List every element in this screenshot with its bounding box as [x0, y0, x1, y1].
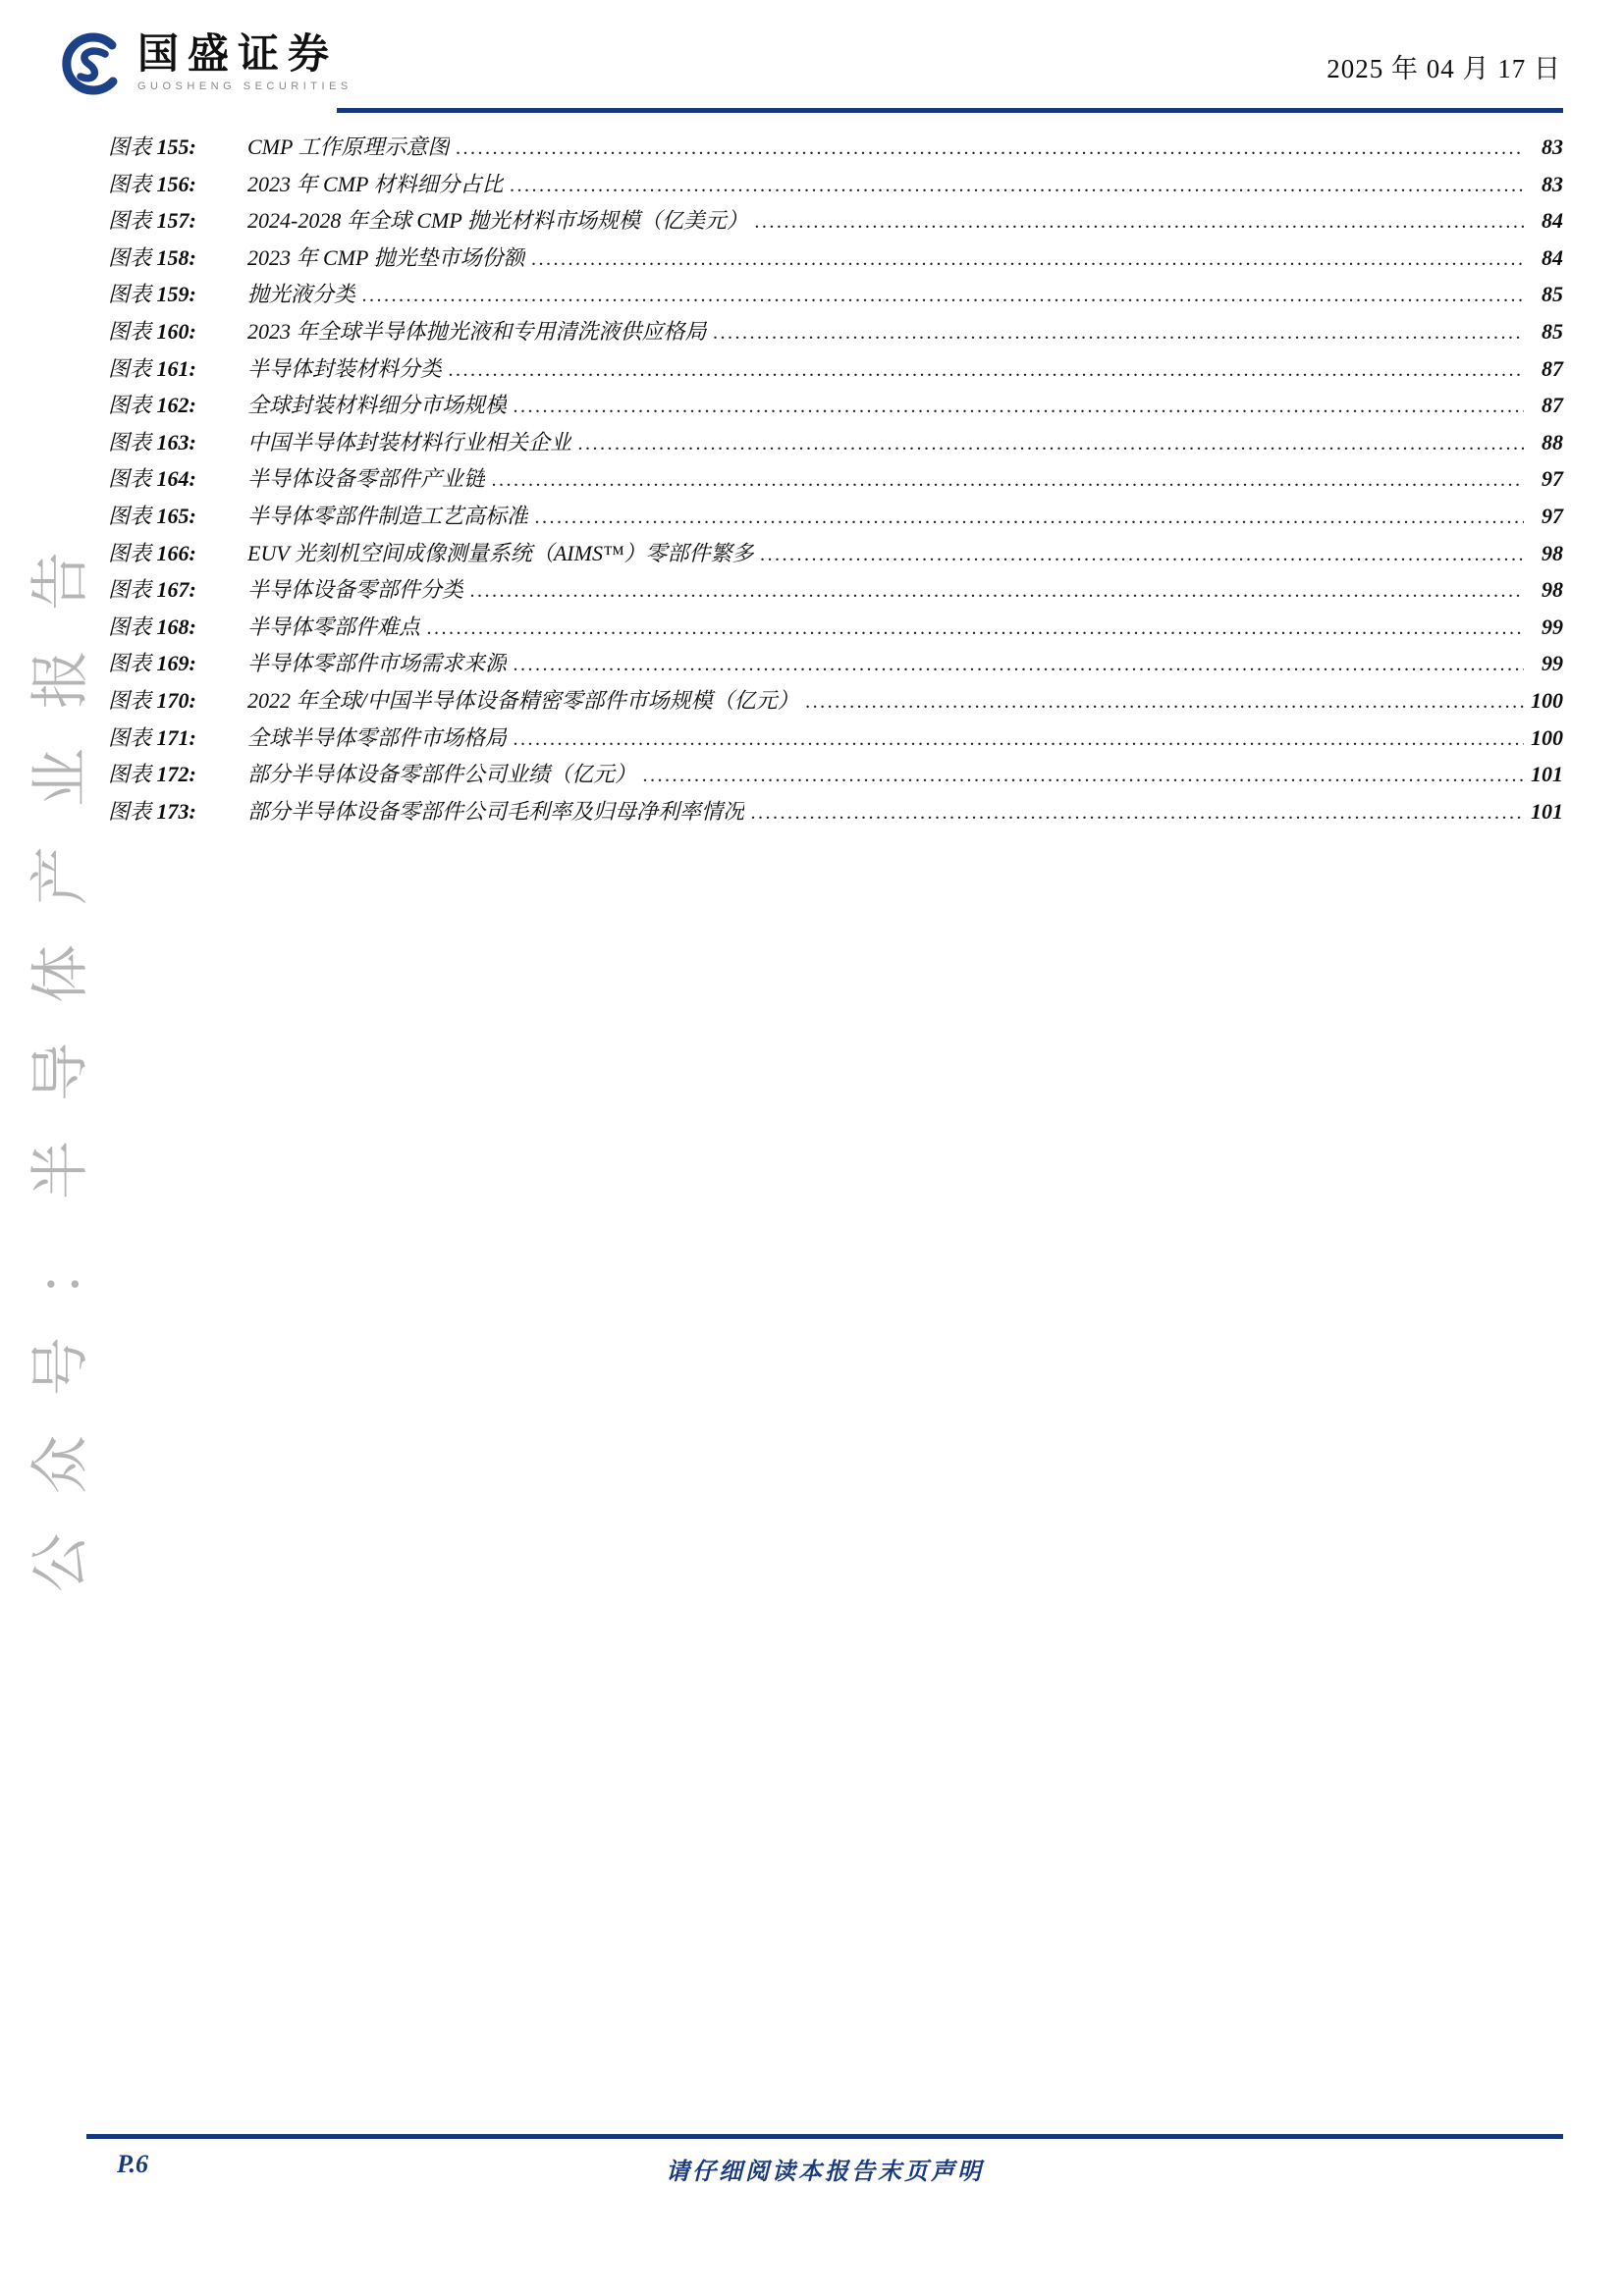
toc-entry-label: 图表 160: — [108, 318, 196, 344]
toc-entry-title: 半导体零部件制造工艺高标准 — [247, 503, 529, 528]
toc-dot-leader — [532, 248, 1524, 271]
toc-dot-leader — [449, 359, 1524, 382]
toc-entry-title: 半导体零部件市场需求来源 — [247, 651, 508, 676]
toc-entry-label: 图表 167: — [108, 577, 196, 603]
toc-row — [108, 241, 1563, 279]
toc-dot-leader — [514, 654, 1524, 676]
toc-entry-title: 抛光液分类 — [247, 282, 356, 307]
toc-entry-page: 101 — [1531, 798, 1563, 824]
toc-entry-page: 101 — [1531, 762, 1563, 787]
toc-entry-label: 图表 170: — [108, 687, 196, 713]
brand-name-cn: 国盛证券 — [137, 32, 339, 78]
toc-dot-leader — [457, 137, 1524, 160]
toc-row — [108, 795, 1563, 832]
toc-dot-leader — [755, 211, 1524, 234]
toc-entry-page: 83 — [1542, 134, 1563, 159]
toc-entry-page: 84 — [1542, 208, 1563, 234]
toc-entry-page: 100 — [1531, 687, 1563, 713]
toc-row — [108, 426, 1563, 463]
toc-entry-title: 2023 年全球半导体抛光液和专用清洗液供应格局 — [247, 318, 707, 344]
toc-entry-label: 图表 163: — [108, 429, 196, 454]
toc-row — [108, 721, 1563, 759]
toc-dot-leader — [535, 507, 1524, 529]
page-header — [0, 0, 1624, 118]
toc-entry-label: 图表 157: — [108, 208, 196, 234]
toc-row — [108, 278, 1563, 315]
toc-dot-leader — [427, 617, 1524, 640]
toc-entry-title: 部分半导体设备零部件公司毛利率及归母净利率情况 — [247, 798, 745, 824]
toc-entry-label: 图表 169: — [108, 651, 196, 676]
toc-dot-leader — [714, 322, 1524, 345]
toc-entry-page: 100 — [1531, 724, 1563, 750]
toc-entry-page: 87 — [1542, 393, 1563, 418]
toc-dot-leader — [514, 396, 1524, 418]
toc-row — [108, 131, 1563, 168]
toc-entry-title: 全球封装材料细分市场规模 — [247, 393, 508, 418]
toc-entry-page: 87 — [1542, 355, 1563, 381]
toc-entry-label: 图表 156: — [108, 171, 196, 196]
toc-dot-leader — [806, 691, 1524, 714]
toc-entry-page: 99 — [1542, 614, 1563, 639]
toc-entry-label: 图表 166: — [108, 540, 196, 565]
toc-entry-page: 85 — [1542, 318, 1563, 344]
toc-dot-leader — [511, 175, 1524, 197]
toc-row — [108, 352, 1563, 390]
toc-entry-page: 88 — [1542, 429, 1563, 454]
toc-entry-title: CMP 工作原理示意图 — [247, 134, 450, 159]
toc-entry-title: EUV 光刻机空间成像测量系统（AIMS™）零部件繁多 — [247, 540, 754, 565]
guosheng-logo-icon — [61, 32, 126, 97]
toc-row — [108, 389, 1563, 426]
toc-row — [108, 573, 1563, 611]
toc-entry-label: 图表 155: — [108, 134, 196, 159]
toc-entry-page: 98 — [1542, 577, 1563, 603]
toc-entry-page: 84 — [1542, 244, 1563, 270]
toc-entry-label: 图表 172: — [108, 762, 196, 787]
brand-logo — [61, 32, 352, 97]
toc-entry-title: 半导体封装材料分类 — [247, 355, 443, 381]
toc-entry-title: 半导体零部件难点 — [247, 614, 421, 639]
toc-entry-title: 部分半导体设备零部件公司业绩（亿元） — [247, 762, 637, 787]
report-date: 2025 年 04 月 17 日 — [1326, 54, 1561, 83]
toc-entry-label: 图表 168: — [108, 614, 196, 639]
toc-dot-leader — [492, 469, 1524, 492]
side-watermark: 公众号：半导体产业报告 — [28, 512, 93, 1592]
toc-entry-label: 图表 171: — [108, 724, 196, 750]
toc-entry-label: 图表 158: — [108, 244, 196, 270]
footer-divider — [86, 2134, 1563, 2139]
toc-entry-title: 2024-2028 年全球 CMP 抛光材料市场规模（亿美元） — [247, 208, 748, 234]
toc-dot-leader — [578, 433, 1524, 455]
toc-entry-page: 83 — [1542, 171, 1563, 196]
toc-row — [108, 204, 1563, 241]
toc-entry-title: 2022 年全球/中国半导体设备精密零部件市场规模（亿元） — [247, 687, 799, 713]
toc-dot-leader — [514, 728, 1524, 751]
toc-row — [108, 537, 1563, 574]
toc-row — [108, 315, 1563, 352]
toc-dot-leader — [643, 765, 1524, 787]
toc-entry-page: 98 — [1542, 540, 1563, 565]
toc-entry-label: 图表 173: — [108, 798, 196, 824]
toc-row — [108, 647, 1563, 684]
figure-index-list — [108, 131, 1563, 831]
toc-row — [108, 611, 1563, 648]
toc-entry-label: 图表 164: — [108, 466, 196, 492]
toc-dot-leader — [761, 544, 1524, 566]
toc-dot-leader — [751, 802, 1524, 825]
toc-entry-title: 全球半导体零部件市场格局 — [247, 724, 508, 750]
toc-entry-title: 半导体设备零部件分类 — [247, 577, 464, 603]
toc-entry-title: 中国半导体封装材料行业相关企业 — [247, 429, 572, 454]
toc-entry-title: 半导体设备零部件产业链 — [247, 466, 486, 492]
toc-entry-label: 图表 159: — [108, 282, 196, 307]
toc-entry-page: 97 — [1542, 503, 1563, 528]
toc-entry-label: 图表 161: — [108, 355, 196, 381]
brand-name-en: GUOSHENG SECURITIES — [137, 80, 352, 92]
toc-entry-title: 2023 年 CMP 材料细分占比 — [247, 171, 504, 196]
toc-row — [108, 168, 1563, 205]
toc-row — [108, 462, 1563, 500]
toc-entry-label: 图表 165: — [108, 503, 196, 528]
toc-row — [108, 684, 1563, 721]
toc-entry-label: 图表 162: — [108, 393, 196, 418]
toc-row — [108, 500, 1563, 537]
toc-entry-page: 97 — [1542, 466, 1563, 492]
toc-entry-page: 99 — [1542, 651, 1563, 676]
toc-dot-leader — [362, 285, 1524, 307]
header-divider — [337, 108, 1563, 113]
toc-entry-title: 2023 年 CMP 抛光垫市场份额 — [247, 244, 525, 270]
toc-entry-page: 85 — [1542, 282, 1563, 307]
footer-page-number: P.6 — [117, 2150, 149, 2178]
toc-dot-leader — [470, 580, 1524, 603]
footer-disclaimer: 请仔细阅读本报告末页声明 — [666, 2160, 984, 2185]
toc-row — [108, 758, 1563, 795]
